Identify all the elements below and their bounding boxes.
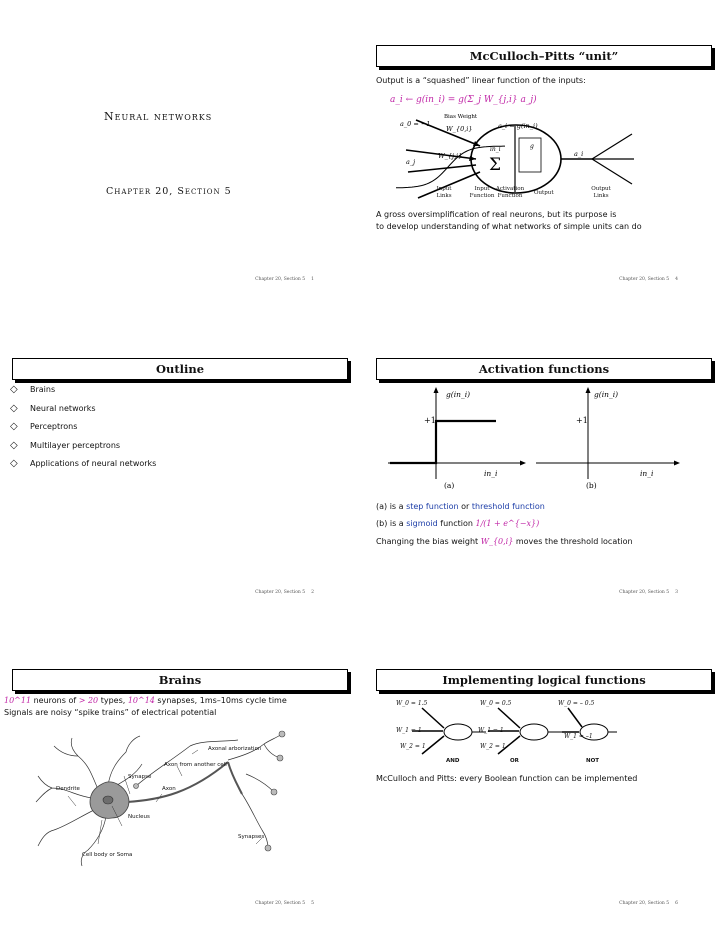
g-label: g	[530, 143, 534, 150]
bias-description: Changing the bias weight W_{0,i} moves the threshold location	[376, 537, 633, 546]
slide-mcculloch-pitts	[368, 2, 720, 302]
intro-text: Output is a “squashed” linear function of the inputs:	[376, 76, 586, 85]
sigmoid-description: (b) is a sigmoid function 1/(1 + e^{−x})	[376, 519, 540, 528]
slide-footer: Chapter 20, Section 5 2	[255, 590, 314, 595]
slide-heading: McCulloch–Pitts “unit”	[376, 45, 712, 67]
and-w1: W_1 = 1	[396, 727, 422, 734]
description-line-1: A gross oversimplification of real neurons, but its purpose is	[376, 210, 617, 219]
label-synapses: Synapses	[238, 834, 265, 840]
diamond-icon: ◇	[10, 421, 18, 432]
output-links-label: Output Links	[591, 186, 611, 199]
diamond-icon: ◇	[10, 384, 18, 395]
and-unit	[444, 724, 472, 740]
outline-list	[10, 385, 156, 478]
output-label: Output	[534, 190, 554, 196]
synapse-terminal	[265, 845, 271, 851]
slide-outline	[4, 315, 356, 615]
diamond-icon: ◇	[10, 439, 18, 451]
label-cell-body: Cell body or Soma	[82, 852, 133, 858]
neuron-stats: 10^11 neurons of > 20 types, 10^14 synapses, 1ms–10ms cycle time	[4, 696, 287, 705]
slide-footer: Chapter 20, Section 5 1	[255, 277, 314, 282]
plot-a-ylabel: g(in_i)	[446, 390, 471, 399]
deck-subtitle: Chapter 20, Section 5	[106, 186, 232, 197]
list-item: ◇ Perceptrons	[10, 421, 78, 432]
synapse-terminal	[279, 731, 285, 737]
diamond-icon: ◇	[10, 402, 18, 414]
in-i-label: in_i	[490, 146, 501, 153]
and-w0: W_0 = 1.5	[396, 700, 428, 707]
step-description: (a) is a step function or threshold function	[376, 502, 545, 511]
list-item: ◇ Multilayer perceptrons	[10, 439, 121, 451]
list-item: ◇ Neural networks	[10, 402, 96, 414]
list-item: ◇ Brains	[10, 384, 56, 395]
slide-logical-functions	[368, 626, 720, 926]
wji-label: W_{j,i}	[438, 152, 463, 160]
plot-a-xlabel: in_i	[484, 469, 498, 478]
step-curve	[390, 421, 496, 463]
synapse-terminal	[134, 784, 139, 789]
unit-ellipse	[471, 125, 561, 193]
slide-footer: Chapter 20, Section 5 3	[619, 590, 678, 595]
not-label: NOT	[586, 758, 600, 764]
plot-a-caption: (a)	[444, 481, 455, 490]
or-w2: W_2 = 1	[480, 743, 506, 750]
label-dendrite: Dendrite	[56, 786, 80, 792]
input-function-label: Input Function	[469, 186, 495, 199]
not-w0: W_0 = – 0.5	[558, 700, 595, 707]
input-links-label: Input Links	[436, 186, 452, 199]
ai-output-label: a_i	[574, 150, 584, 158]
slide-activation-functions	[368, 315, 720, 615]
ai-eq-label: a_i = g(in_i)	[498, 122, 538, 130]
plot-b-xlabel: in_i	[640, 469, 654, 478]
slide-heading: Implementing logical functions	[376, 669, 712, 691]
or-w0: W_0 = 0.5	[480, 700, 512, 707]
slide-footer: Chapter 20, Section 5 5	[255, 901, 314, 906]
plot-b-plus-one: +1	[576, 416, 588, 425]
plot-b-caption: (b)	[586, 481, 597, 490]
slide-footer: Chapter 20, Section 5 6	[619, 901, 678, 906]
a0-label: a_0 = −1	[400, 120, 431, 128]
step-function-plot	[388, 383, 528, 493]
boolean-statement: McCulloch and Pitts: every Boolean function can be implemented	[376, 774, 638, 783]
neuron-diagram	[32, 726, 302, 876]
and-w2: W_2 = 1	[400, 743, 426, 750]
and-label: AND	[446, 758, 460, 764]
not-w1: W_1 = –1	[564, 733, 593, 740]
slide-heading: Activation functions	[376, 358, 712, 380]
activation-function-label: Activation Function	[495, 186, 525, 199]
slide-heading: Brains	[12, 669, 348, 691]
spike-trains-text: Signals are noisy “spike trains” of electrical potential	[4, 708, 217, 717]
unit-formula: a_i ← g(in_i) = g(Σ_j W_{j,i} a_j)	[390, 95, 537, 105]
description-line-2: to develop understanding of what networks of simple units can do	[376, 222, 642, 231]
label-axonal-arborization: Axonal arborization	[208, 746, 262, 752]
synapse-terminal	[277, 755, 283, 761]
nucleus-shape	[103, 796, 113, 804]
sum-symbol: Σ	[489, 155, 502, 175]
deck-title: Neural networks	[104, 110, 213, 123]
slide-brains	[4, 626, 356, 926]
label-synapse: Synapse	[128, 774, 152, 780]
label-nucleus: Nucleus	[128, 814, 150, 820]
label-axon: Axon	[162, 786, 176, 792]
or-w1: W_1 = 1	[478, 727, 504, 734]
plot-a-plus-one: +1	[424, 416, 436, 425]
or-unit	[520, 724, 548, 740]
sigmoid-plot	[536, 383, 686, 493]
aj-label: a_j	[406, 158, 416, 166]
diamond-icon: ◇	[10, 458, 18, 469]
or-label: OR	[510, 758, 519, 764]
slide-heading: Outline	[12, 358, 348, 380]
slide-footer: Chapter 20, Section 5 4	[619, 277, 678, 282]
bias-weight-label: Bias Weight	[444, 114, 478, 120]
list-item: ◇ Applications of neural networks	[10, 458, 157, 469]
synapse-terminal	[271, 789, 277, 795]
label-axon-from-another: Axon from another cell	[164, 762, 227, 768]
plot-b-ylabel: g(in_i)	[594, 390, 619, 399]
w0i-label: W_{0,i}	[446, 125, 473, 133]
slide-title	[4, 2, 356, 302]
